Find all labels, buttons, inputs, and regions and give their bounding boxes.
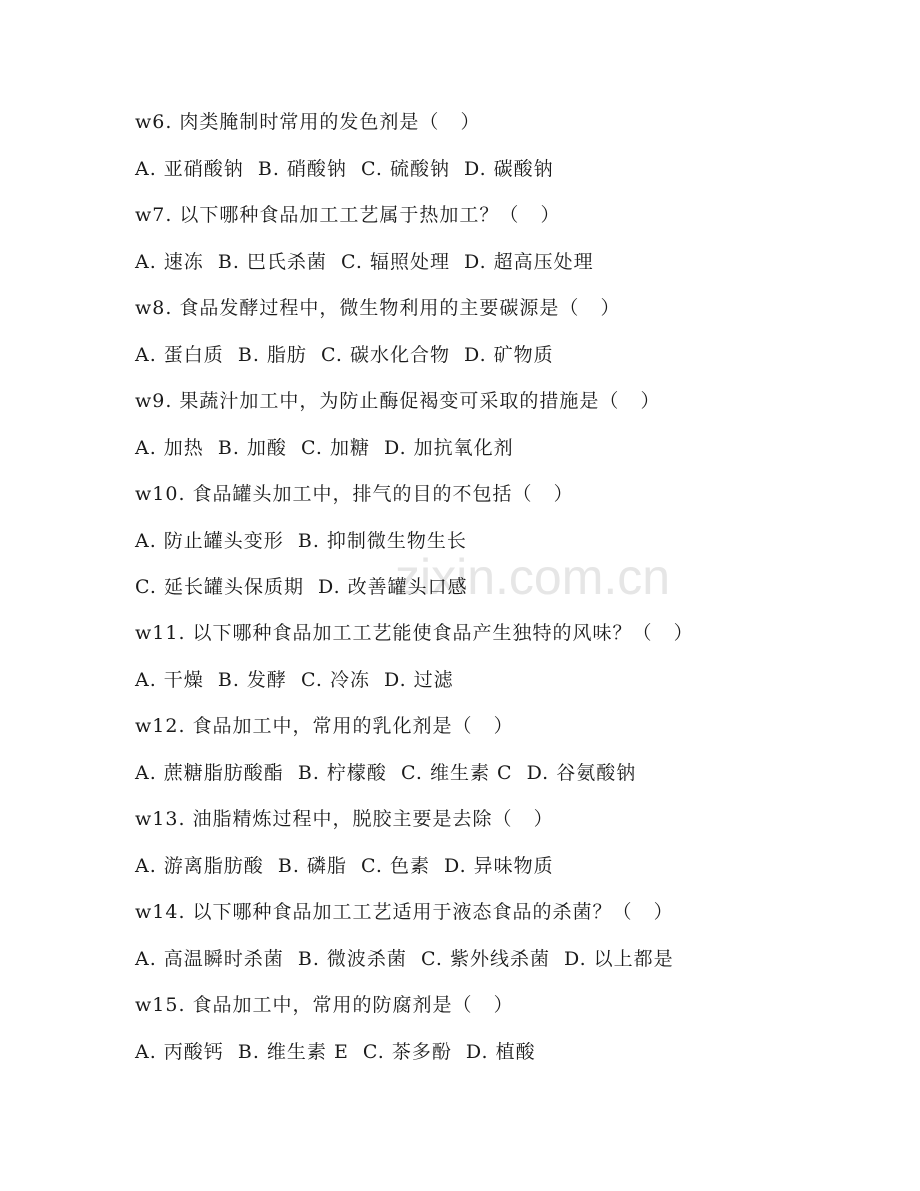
question-w10: w10. 食品罐头加工中，排气的目的不包括（ ） [135, 483, 574, 505]
options-w15: A. 丙酸钙 B. 维生素 E C. 茶多酚 D. 植酸 [135, 1041, 536, 1063]
question-w7: w7. 以下哪种食品加工工艺属于热加工？（ ） [135, 204, 561, 226]
question-w15: w15. 食品加工中，常用的防腐剂是（ ） [135, 994, 514, 1016]
question-w11: w11. 以下哪种食品加工工艺能使食品产生独特的风味？（ ） [135, 622, 694, 644]
question-w9: w9. 果蔬汁加工中，为防止酶促褐变可采取的措施是（ ） [135, 390, 661, 412]
question-w14: w14. 以下哪种食品加工工艺适用于液态食品的杀菌？（ ） [135, 901, 674, 923]
question-w6: w6. 肉类腌制时常用的发色剂是（ ） [135, 111, 481, 133]
question-w13: w13. 油脂精炼过程中，脱胶主要是去除（ ） [135, 808, 554, 830]
options-w8: A. 蛋白质 B. 脂肪 C. 碳水化合物 D. 矿物质 [135, 344, 554, 366]
options-w11: A. 干燥 B. 发酵 C. 冷冻 D. 过滤 [135, 669, 454, 691]
options-w7: A. 速冻 B. 巴氏杀菌 C. 辐照处理 D. 超高压处理 [135, 251, 594, 273]
question-w12: w12. 食品加工中，常用的乳化剂是（ ） [135, 715, 514, 737]
options-w6: A. 亚硝酸钠 B. 硝酸钠 C. 硫酸钠 D. 碳酸钠 [135, 158, 554, 180]
options-w10-cd: C. 延长罐头保质期 D. 改善罐头口感 [135, 576, 468, 598]
question-w8: w8. 食品发酵过程中，微生物利用的主要碳源是（ ） [135, 297, 621, 319]
options-w10-ab: A. 防止罐头变形 B. 抑制微生物生长 [135, 530, 467, 552]
options-w14: A. 高温瞬时杀菌 B. 微波杀菌 C. 紫外线杀菌 D. 以上都是 [135, 948, 674, 970]
options-w9: A. 加热 B. 加酸 C. 加糖 D. 加抗氧化剂 [135, 437, 514, 459]
watermark: zixin.com.cn [395, 549, 671, 605]
options-w13: A. 游离脂肪酸 B. 磷脂 C. 色素 D. 异味物质 [135, 855, 554, 877]
options-w12: A. 蔗糖脂肪酸酯 B. 柠檬酸 C. 维生素 C D. 谷氨酸钠 [135, 762, 637, 784]
